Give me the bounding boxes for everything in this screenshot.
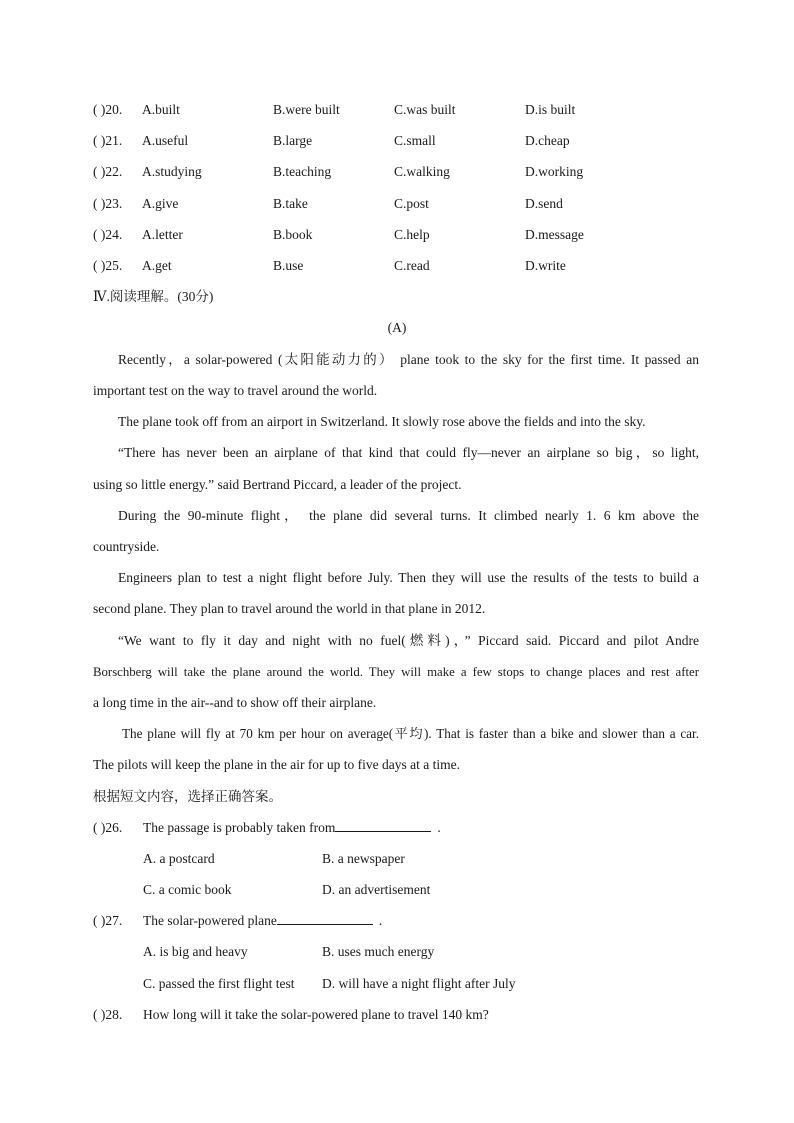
option-d: D.working <box>525 164 584 179</box>
option-a: A.letter <box>142 227 183 242</box>
option-c: C.was built <box>394 102 456 117</box>
question-number: ( )24. <box>93 227 123 242</box>
option-c: C.post <box>394 196 429 211</box>
question-stem-text: The solar-powered plane <box>143 913 277 928</box>
passage-line: second plane. They plan to travel around the world in that plane in 2012. <box>93 601 486 616</box>
option-c: C.help <box>394 227 430 242</box>
passage-line: Recently，a solar-powered (太阳能动力的） plane took to the sky for the first time. It passed an <box>118 352 699 367</box>
option-c: C.read <box>394 258 430 273</box>
passage-line: Engineers plan to test a night flight before July. Then they will use the results of the tests to build a <box>118 570 699 585</box>
option-b: B. a newspaper <box>322 851 405 866</box>
question-stem <box>143 818 441 838</box>
option-c: C. a comic book <box>143 882 232 897</box>
passage-line: Borschberg will take the plane around the world. They will make a few stops to change places and rest after <box>93 665 699 679</box>
passage-line: The pilots will keep the plane in the air for up to five days at a time. <box>93 757 461 772</box>
option-b: B.large <box>273 133 313 148</box>
option-b: B.were built <box>273 102 340 117</box>
option-b: B. uses much energy <box>322 944 435 959</box>
question-stem-text: The passage is probably taken from <box>143 820 336 835</box>
passage-line: “We want to fly it day and night with no fuel(燃料)，” Piccard said. Piccard and pilot Andre <box>118 633 699 648</box>
option-d: D.cheap <box>525 133 570 148</box>
question-stem <box>143 911 382 931</box>
passage-line: The plane will fly at 70 km per hour on average(平均). That is faster than a bike and slower than a car. <box>122 726 699 741</box>
question-number: ( )25. <box>93 258 123 273</box>
question-end: . <box>437 820 441 835</box>
passage-line: “There has never been an airplane of that kind that could fly—never an airplane so big，so light, <box>118 445 699 460</box>
option-c: C.walking <box>394 164 450 179</box>
option-b: B.use <box>273 258 304 273</box>
passage-line: The plane took off from an airport in Switzerland. It slowly rose above the fields and into the sky. <box>118 414 646 429</box>
option-b: B.book <box>273 227 313 242</box>
question-number: ( )20. <box>93 102 123 117</box>
passage-line: a long time in the air--and to show off their airplane. <box>93 695 377 710</box>
option-a: A.studying <box>142 164 202 179</box>
option-d: D. an advertisement <box>322 882 431 897</box>
option-a: A. a postcard <box>143 851 215 866</box>
question-number: ( )22. <box>93 164 123 179</box>
section-title: Ⅳ.阅读理解。(30分) <box>93 289 214 304</box>
passage-line: important test on the way to travel around the world. <box>93 383 378 398</box>
option-d: D.is built <box>525 102 576 117</box>
question-stem-text: How long will it take the solar-powered plane to travel 140 km? <box>143 1007 489 1022</box>
instruction: 根据短文内容，选择正确答案。 <box>93 789 282 804</box>
passage-line: countryside. <box>93 539 160 554</box>
answer-blank[interactable] <box>335 818 431 832</box>
question-end: . <box>378 913 383 928</box>
option-d: D.message <box>525 227 584 242</box>
question-number: ( )23. <box>93 196 123 211</box>
option-d: D.write <box>525 258 566 273</box>
option-a: A.useful <box>142 133 189 148</box>
option-a: A. is big and heavy <box>143 944 248 959</box>
answer-blank[interactable] <box>277 911 373 925</box>
option-d: D. will have a night flight after July <box>322 976 516 991</box>
question-number: ( )26. <box>93 820 123 835</box>
option-c: C.small <box>394 133 436 148</box>
question-number: ( )21. <box>93 133 123 148</box>
question-number: ( )27. <box>93 913 123 928</box>
option-c: C. passed the first flight test <box>143 976 295 991</box>
option-a: A.get <box>142 258 172 273</box>
passage-line: During the 90-minute flight， the plane did several turns. It climbed nearly 1. 6 km above the <box>118 508 699 523</box>
question-number: ( )28. <box>93 1007 123 1022</box>
option-a: A.built <box>142 102 180 117</box>
option-b: B.take <box>273 196 308 211</box>
option-a: A.give <box>142 196 179 211</box>
option-d: D.send <box>525 196 563 211</box>
passage-line: using so little energy.” said Bertrand Piccard, a leader of the project. <box>93 477 462 492</box>
passage-label: (A) <box>387 320 407 335</box>
option-b: B.teaching <box>273 164 332 179</box>
